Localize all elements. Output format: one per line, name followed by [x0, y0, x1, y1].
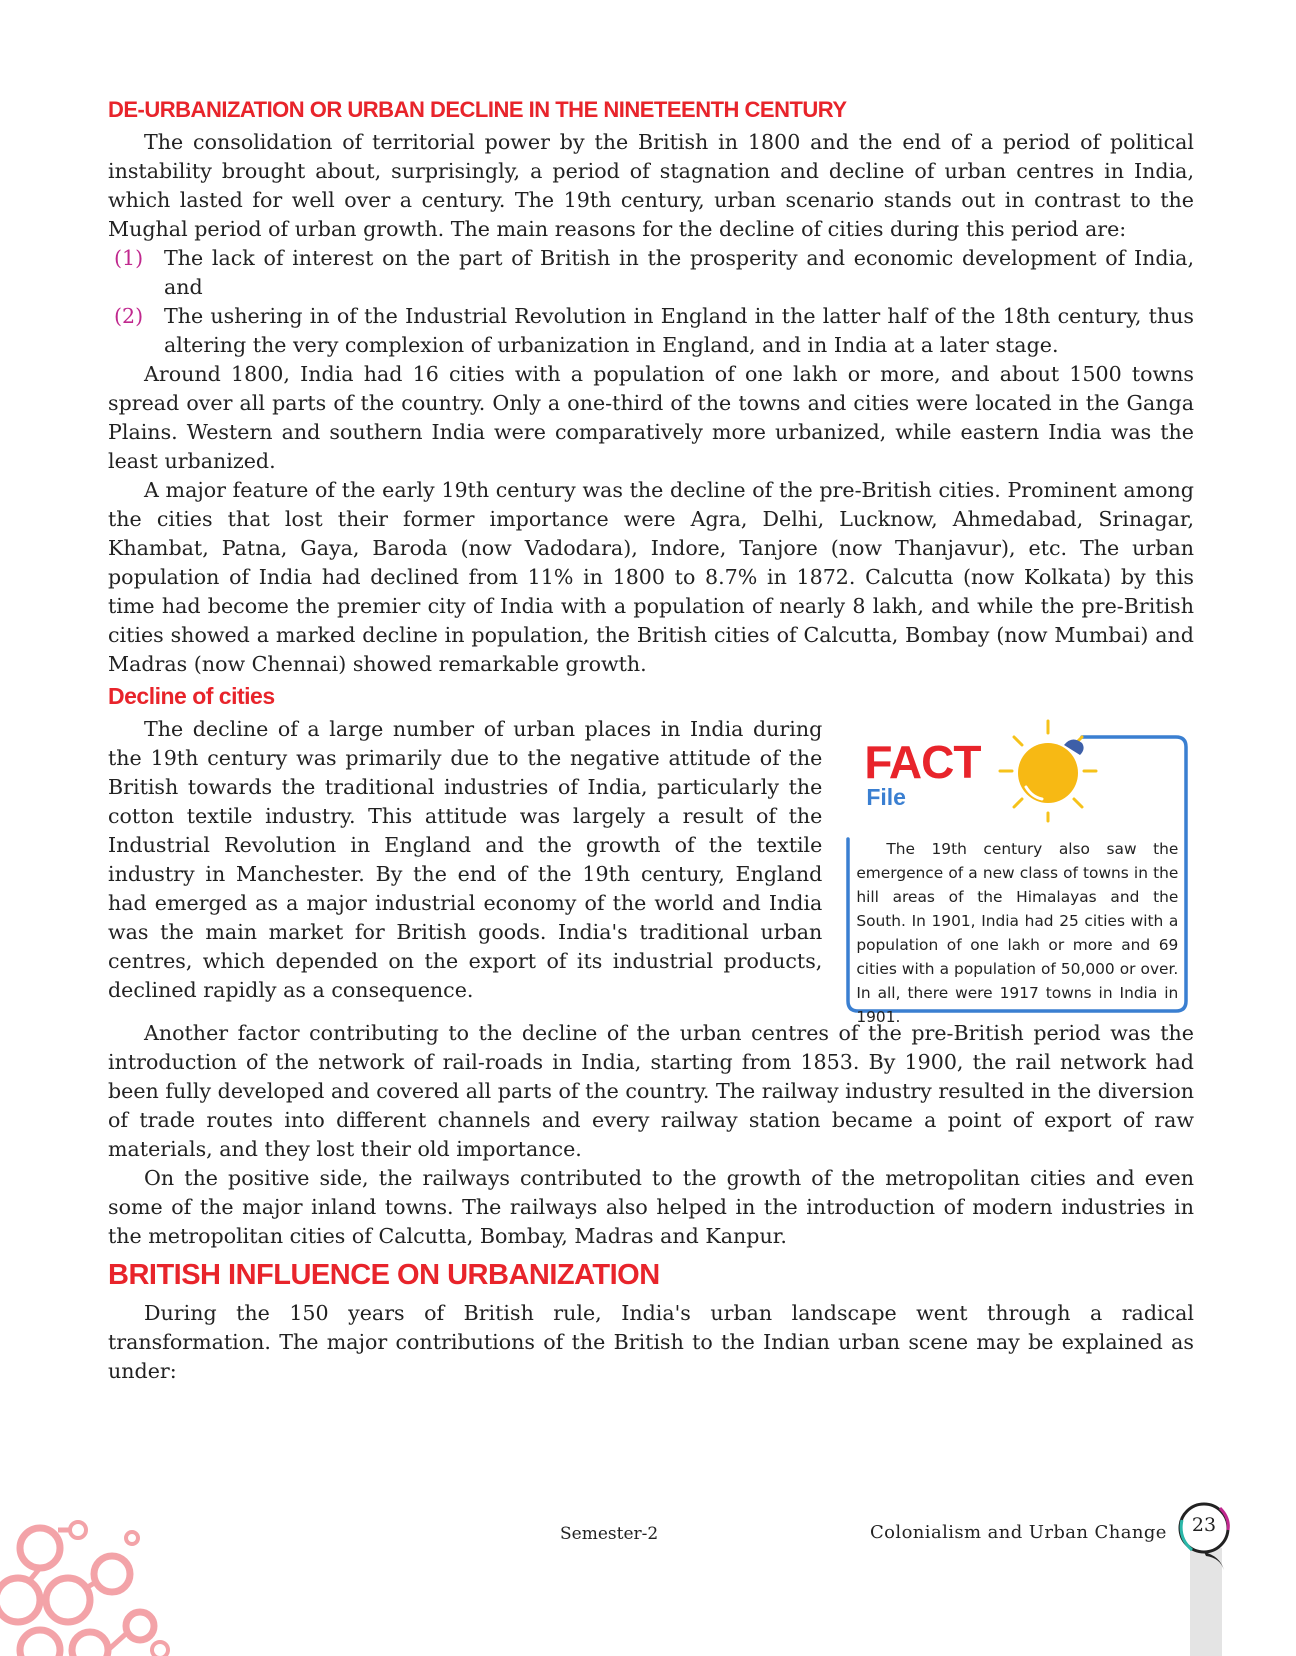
paragraph-intro: The consolidation of territorial power by the British in 1800 and the end of a period of political instability brought about, surprisingly, a period of stagnation and decline of urban centres in India, which lasted for well over a century. The 19th century, urban scenario stands out in contrast to the Mughal period of urban growth. The main reasons for the decline of cities during this period are: — [108, 130, 1194, 241]
page-content — [108, 96, 1194, 1386]
section-heading-decline-of-cities: Decline of cities — [108, 683, 275, 709]
list-number: (2) — [114, 304, 144, 328]
list-item-reason-2 — [108, 302, 1194, 360]
paragraph-positive-side: On the positive side, the railways contributed to the growth of the metropolitan cities and even some of the major inland towns. The railways also helped in the introduction of modern industries in the metropolitan cities of Calcutta, Bombay, Madras and Kanpur. — [108, 1166, 1194, 1248]
footer-semester: Semester-2 — [560, 1524, 659, 1544]
list-text: The ushering in of the Industrial Revolution in England in the latter half of the 18th century, thus altering the very complexion of urbanization in England, and in India at a later stage. — [164, 304, 1194, 357]
decline-with-factbox — [108, 715, 1194, 1026]
paragraph-railroads: Another factor contributing to the decline of the urban centres of the pre-British period was the introduction of the network of rail-roads in India, starting from 1853. By 1900, the rail network had been fully developed and covered all parts of the country. The railway industry resulted in the diversion of trade routes into different channels and every railway station became a point of export of raw materials, and they lost their old importance. — [108, 1021, 1194, 1161]
paragraph-british-rule: During the 150 years of British rule, India's urban landscape went through a radical transformation. The major contributions of the British to the Indian urban scene may be explained as under: — [108, 1301, 1194, 1383]
paragraph-negative-attitude: The decline of a large number of urban places in India during the 19th century was primarily due to the negative attitude of the British towards the traditional industries of India, particularly the cotton textile industry. This attitude was largely a result of the Industrial Revolution in England and the growth of the textile industry in Manchester. By the end of the 19th century, England had emerged as a major industrial economy of the world and India was the main market for British goods. India's traditional urban centres, which depended on the export of its industrial products, declined rapidly as a consequence. — [108, 717, 823, 1002]
fact-file-box — [842, 729, 1194, 1026]
page-number: 23 — [1191, 1514, 1217, 1536]
fact-text: The 19th century also saw the emergence of a new class of towns in the hill areas of the Himalayas and the South. In 1901, India had 25 cities with a population of one lakh or more and 69 cities with a population of 50,000 or over. In all, there were 1917 towns in India in 1901. — [856, 840, 1179, 1026]
list-item-reason-1 — [108, 244, 1194, 302]
list-text: The lack of interest on the part of British in the prosperity and economic development of India, and — [164, 246, 1194, 299]
section-heading-deurbanization: DE-URBANIZATION OR URBAN DECLINE IN THE NINETEENTH CENTURY — [108, 97, 847, 122]
fact-subtitle: File — [866, 784, 906, 810]
decorative-circles — [0, 1518, 190, 1656]
fact-title: FACT — [864, 736, 981, 788]
footer-chapter-title: Colonialism and Urban Change — [870, 1522, 1167, 1543]
section-heading-british-influence: BRITISH INFLUENCE ON URBANIZATION — [108, 1259, 660, 1291]
list-number: (1) — [114, 246, 144, 270]
lightbulb-icon — [992, 717, 1104, 829]
paragraph-decline-pre-british: A major feature of the early 19th century was the decline of the pre-British cities. Prominent among the cities that lost their former importance were Agra, Delhi, Lucknow, Ahmedabad, Srinagar, Khambat, Patna, Gaya, Baroda (now Vadodara), Indore, Tanjore (now Thanjavur), etc. The urban population of India had declined from 11% in 1800 to 8.7% in 1872. Calcutta (now Kolkata) by this time had become the premier city of India with a population of nearly 8 lakh, and while the pre-British cities showed a marked decline in population, the British cities of Calcutta, Bombay (now Mumbai) and Madras (now Chennai) showed remarkable growth. — [108, 478, 1194, 676]
paragraph-cities-1800: Around 1800, India had 16 cities with a population of one lakh or more, and about 1500 towns spread over all parts of the country. Only a one-third of the towns and cities were located in the Ganga Plains. Western and southern India were comparatively more urbanized, while eastern India was the least urbanized. — [108, 362, 1194, 473]
